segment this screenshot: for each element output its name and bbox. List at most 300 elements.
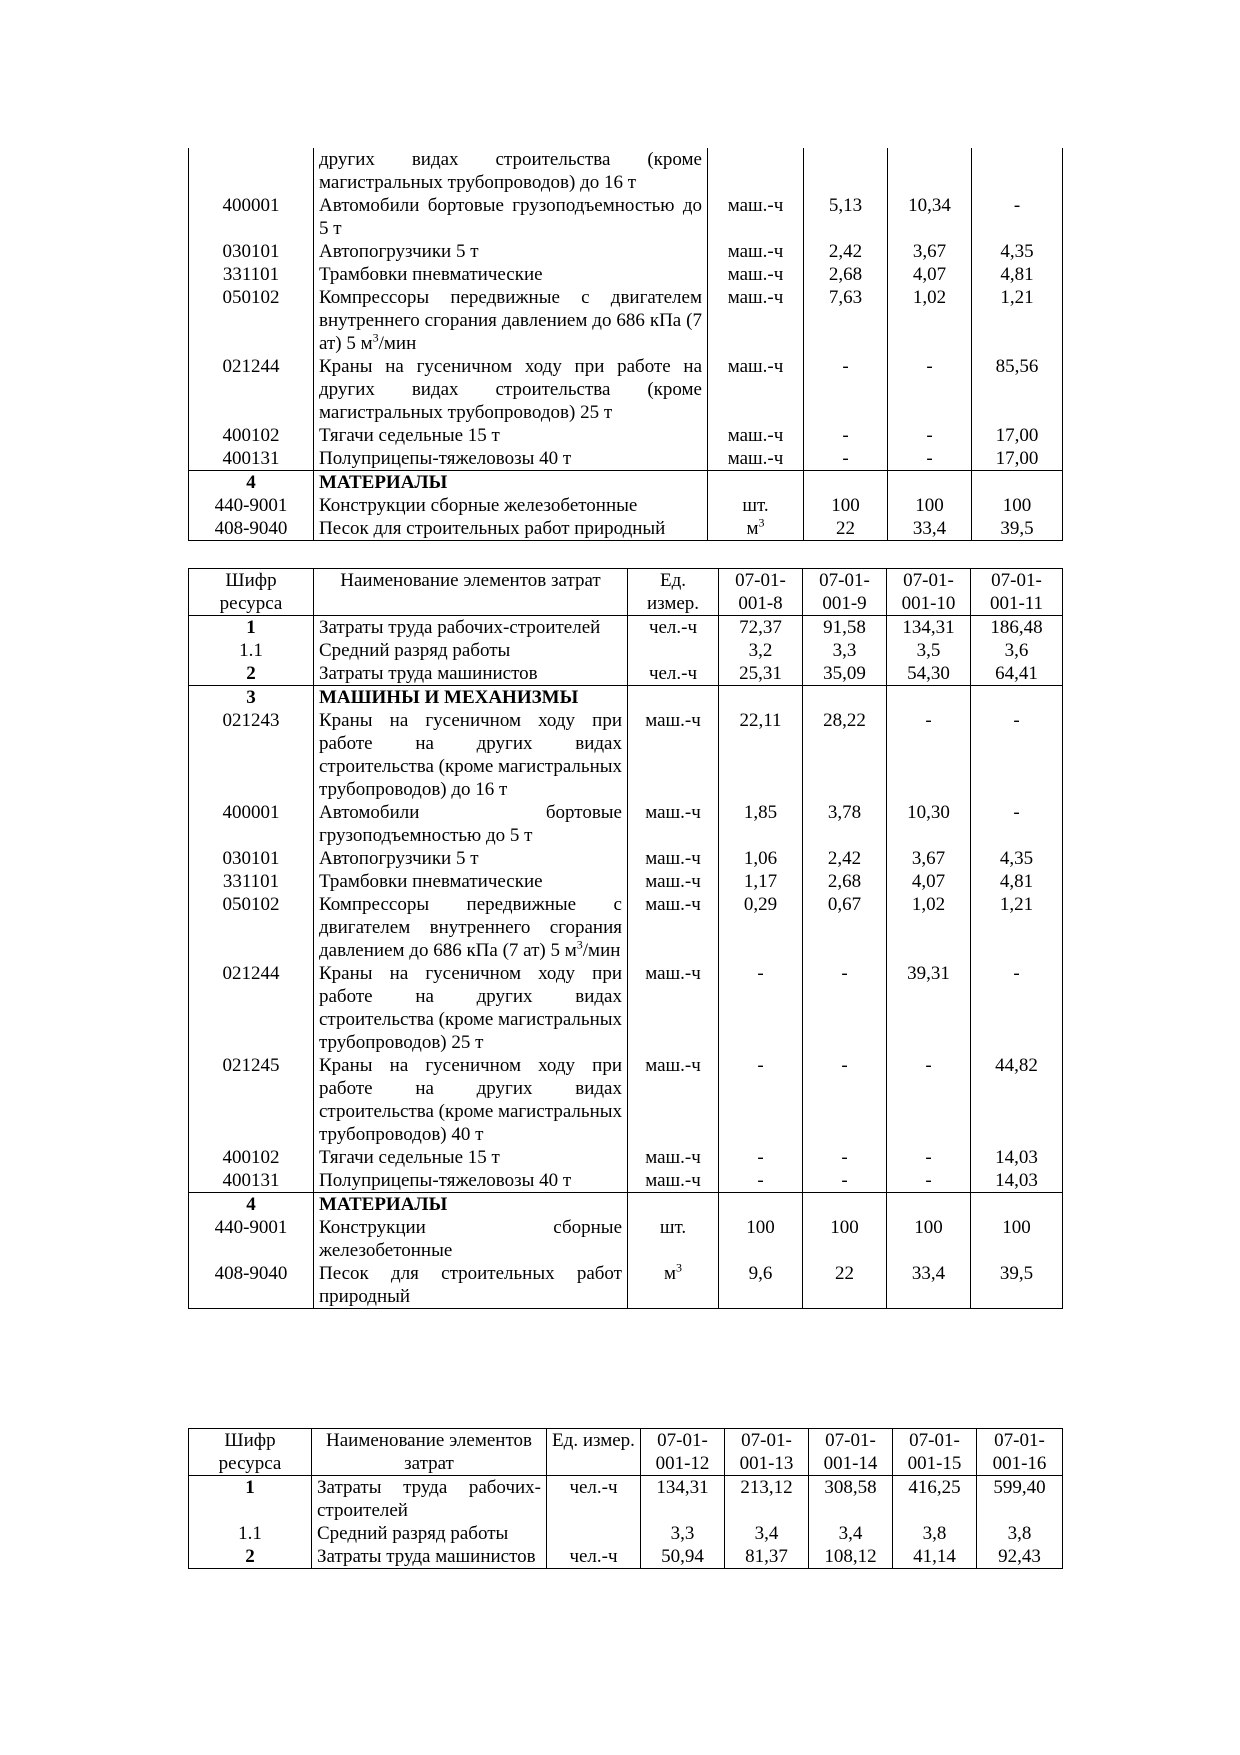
value-cell: - <box>971 709 1063 801</box>
unit <box>708 471 804 495</box>
value-cell: 35,09 <box>803 662 887 686</box>
table-row <box>189 286 1063 355</box>
resource-code: 440-9001 <box>189 494 314 517</box>
value-cell: 4,35 <box>972 240 1063 263</box>
name-text: Краны на гусеничном ходу при работе на других видах строительства (кроме магистральных трубопроводов) 25 т <box>319 356 702 423</box>
unit-text: маш.-ч <box>727 448 784 469</box>
unit-superscript: 3 <box>758 515 765 530</box>
value-cell: 64,41 <box>971 662 1063 686</box>
resource-code: 021244 <box>189 962 314 1054</box>
unit-text: маш.-ч <box>645 802 701 823</box>
table-row <box>189 1545 1063 1569</box>
name-text: Трамбовки пневматические <box>319 264 543 285</box>
unit-text: маш.-ч <box>645 1147 701 1168</box>
value-cell: 39,5 <box>971 1262 1063 1309</box>
cost-element-name <box>314 424 708 447</box>
name-text: Конструкции сборные железобетонные <box>319 1217 622 1261</box>
value-cell: - <box>887 1169 971 1193</box>
header-col: 07-01-001-16 <box>977 1429 1063 1476</box>
cost-element-name <box>314 263 708 286</box>
value-cell: 4,07 <box>887 870 971 893</box>
table-row <box>189 263 1063 286</box>
value-cell: 9,6 <box>719 1262 803 1309</box>
value-cell: 33,4 <box>888 517 972 541</box>
unit <box>708 424 804 447</box>
header-col: 07-01-001-12 <box>641 1429 725 1476</box>
value-cell <box>803 1193 887 1217</box>
name-text: Автопогрузчики 5 т <box>319 848 479 869</box>
value-cell: 1,85 <box>719 801 803 847</box>
unit <box>628 1054 719 1146</box>
table-row <box>189 662 1063 686</box>
name-text: Трамбовки пневматические <box>319 871 543 892</box>
unit-text: маш.-ч <box>727 195 784 216</box>
value-cell: - <box>804 424 888 447</box>
name-text: Автопогрузчики 5 т <box>319 241 479 262</box>
cost-element-name <box>314 847 628 870</box>
value-cell: 7,63 <box>804 286 888 355</box>
name-text: Тягачи седельные 15 т <box>319 425 500 446</box>
unit <box>628 616 719 640</box>
unit <box>708 517 804 541</box>
name-text: Средний разряд работы <box>319 640 511 661</box>
value-cell: 1,21 <box>971 893 1063 962</box>
unit-text: маш.-ч <box>727 356 784 377</box>
unit-text: маш.-ч <box>645 963 701 984</box>
value-cell: 3,3 <box>803 639 887 662</box>
unit-text: шт. <box>659 1217 687 1238</box>
value-cell: 3,78 <box>803 801 887 847</box>
header-row <box>189 1429 1063 1476</box>
resource-code: 1.1 <box>189 639 314 662</box>
value-cell <box>719 686 803 710</box>
value-cell <box>888 471 972 495</box>
value-cell: 91,58 <box>803 616 887 640</box>
value-cell: 4,81 <box>971 870 1063 893</box>
value-cell: 1,02 <box>888 286 972 355</box>
unit <box>547 1522 641 1545</box>
table-row <box>189 355 1063 424</box>
header-col: 07-01-001-10 <box>887 569 971 616</box>
value-cell: 22 <box>803 1262 887 1309</box>
unit-text: маш.-ч <box>645 871 701 892</box>
table-row <box>189 447 1063 471</box>
table-row <box>189 424 1063 447</box>
name-text: Полуприцепы-тяжеловозы 40 т <box>319 1170 572 1191</box>
table-row <box>189 1054 1063 1146</box>
cost-element-name <box>314 1169 628 1193</box>
name-superscript: 3 <box>372 330 379 345</box>
value-cell: 17,00 <box>972 447 1063 471</box>
header-unit: Ед. измер. <box>547 1429 641 1476</box>
value-cell: 100 <box>971 1216 1063 1262</box>
value-cell: 1,17 <box>719 870 803 893</box>
header-code: Шифр ресурса <box>189 569 314 616</box>
value-cell: - <box>803 962 887 1054</box>
table-row <box>189 1522 1063 1545</box>
resource-code: 331101 <box>189 870 314 893</box>
unit <box>708 263 804 286</box>
table-row <box>189 194 1063 240</box>
unit <box>628 639 719 662</box>
value-cell: 3,8 <box>977 1522 1063 1545</box>
cost-element-name <box>314 194 708 240</box>
unit-text: маш.-ч <box>645 1170 701 1191</box>
value-cell: 2,68 <box>803 870 887 893</box>
cost-element-name <box>314 962 628 1054</box>
header-col: 07-01-001-14 <box>809 1429 893 1476</box>
value-cell: - <box>971 801 1063 847</box>
value-cell: 3,5 <box>887 639 971 662</box>
table-row <box>189 1169 1063 1193</box>
name-text: Полуприцепы-тяжеловозы 40 т <box>319 448 572 469</box>
resource-code: 1.1 <box>189 1522 312 1545</box>
unit <box>628 1216 719 1262</box>
value-cell: 3,3 <box>641 1522 725 1545</box>
table-row <box>189 494 1063 517</box>
value-cell: 17,00 <box>972 424 1063 447</box>
value-cell: 10,30 <box>887 801 971 847</box>
unit-text: чел.-ч <box>648 663 698 684</box>
value-cell: 100 <box>804 494 888 517</box>
unit <box>708 194 804 240</box>
resource-code: 030101 <box>189 847 314 870</box>
name-text: Тягачи седельные 15 т <box>319 1147 500 1168</box>
value-cell: 1,06 <box>719 847 803 870</box>
table-row <box>189 148 1063 194</box>
name-text: Автомобили бортовые грузоподъемностью до 5 т <box>319 195 702 239</box>
value-cell: - <box>972 194 1063 240</box>
unit-text: чел.-ч <box>569 1477 618 1498</box>
name-text: МАШИНЫ И МЕХАНИЗМЫ <box>319 687 579 708</box>
value-cell: 14,03 <box>971 1169 1063 1193</box>
value-cell <box>804 471 888 495</box>
cost-element-name <box>314 148 708 194</box>
value-cell: 10,34 <box>888 194 972 240</box>
unit <box>708 286 804 355</box>
table-row <box>189 517 1063 541</box>
value-cell: 4,35 <box>971 847 1063 870</box>
resource-code: 408-9040 <box>189 517 314 541</box>
table-row <box>189 1262 1063 1309</box>
value-cell: 2,42 <box>803 847 887 870</box>
value-cell: 39,5 <box>972 517 1063 541</box>
value-cell <box>971 686 1063 710</box>
name-suffix: /мин <box>582 940 621 961</box>
cost-element-name <box>314 893 628 962</box>
value-cell: 3,4 <box>809 1522 893 1545</box>
name-text: Затраты труда рабочих-строителей <box>319 617 601 638</box>
table-row <box>189 870 1063 893</box>
unit <box>708 148 804 194</box>
value-cell: 1,02 <box>887 893 971 962</box>
cost-element-name <box>314 1193 628 1217</box>
value-cell: 108,12 <box>809 1545 893 1569</box>
value-cell: 50,94 <box>641 1545 725 1569</box>
value-cell: 213,12 <box>725 1476 809 1523</box>
unit-text: маш.-ч <box>727 241 784 262</box>
unit <box>628 662 719 686</box>
unit <box>628 847 719 870</box>
name-text: Компрессоры передвижные с двигателем внутреннего сгорания давлением до 686 кПа (7 ат) 5 м <box>319 894 622 961</box>
unit <box>628 893 719 962</box>
unit-text: чел.-ч <box>648 617 698 638</box>
unit <box>628 1193 719 1217</box>
name-text: Песок для строительных работ природный <box>319 1263 622 1307</box>
value-cell: - <box>971 962 1063 1054</box>
name-superscript: 3 <box>576 937 583 952</box>
value-cell <box>888 148 972 194</box>
resource-code: 400102 <box>189 424 314 447</box>
value-cell: - <box>887 1146 971 1169</box>
cost-element-name <box>312 1476 547 1523</box>
value-cell: 0,29 <box>719 893 803 962</box>
unit-text: маш.-ч <box>645 1055 701 1076</box>
cost-element-name <box>314 870 628 893</box>
value-cell: 0,67 <box>803 893 887 962</box>
cost-element-name <box>314 286 708 355</box>
value-cell: - <box>803 1054 887 1146</box>
value-cell: - <box>888 424 972 447</box>
name-text: Затраты труда рабочих-строителей <box>317 1477 541 1521</box>
value-cell <box>803 686 887 710</box>
unit-text: маш.-ч <box>645 848 701 869</box>
cost-element-name <box>314 662 628 686</box>
table-row <box>189 240 1063 263</box>
resource-code: 1 <box>189 616 314 640</box>
unit-superscript: 3 <box>676 1260 683 1275</box>
header-code: Шифр ресурса <box>189 1429 312 1476</box>
value-cell: 308,58 <box>809 1476 893 1523</box>
unit <box>628 870 719 893</box>
table-row <box>189 1216 1063 1262</box>
value-cell: 3,67 <box>887 847 971 870</box>
header-col: 07-01-001-8 <box>719 569 803 616</box>
value-cell: 3,8 <box>893 1522 977 1545</box>
name-text: Песок для строительных работ природный <box>319 518 666 539</box>
header-row <box>189 569 1063 616</box>
value-cell: 134,31 <box>887 616 971 640</box>
value-cell: 4,81 <box>972 263 1063 286</box>
value-cell: - <box>719 962 803 1054</box>
cost-element-name <box>314 447 708 471</box>
value-cell <box>719 1193 803 1217</box>
value-cell <box>887 1193 971 1217</box>
value-cell: 44,82 <box>971 1054 1063 1146</box>
resource-code: 021245 <box>189 1054 314 1146</box>
resource-code <box>189 148 314 194</box>
value-cell: - <box>719 1054 803 1146</box>
value-cell: 3,67 <box>888 240 972 263</box>
unit <box>708 447 804 471</box>
value-cell: 54,30 <box>887 662 971 686</box>
value-cell: 100 <box>719 1216 803 1262</box>
value-cell: 2,68 <box>804 263 888 286</box>
value-cell: 81,37 <box>725 1545 809 1569</box>
resource-code: 331101 <box>189 263 314 286</box>
unit-text: маш.-ч <box>727 425 784 446</box>
unit <box>628 709 719 801</box>
value-cell: 25,31 <box>719 662 803 686</box>
value-cell: 3,2 <box>719 639 803 662</box>
table-row <box>189 847 1063 870</box>
value-cell: 186,48 <box>971 616 1063 640</box>
cost-element-name <box>314 639 628 662</box>
resource-code: 2 <box>189 1545 312 1569</box>
name-text: Краны на гусеничном ходу при работе на других видах строительства (кроме магистральных трубопроводов) 25 т <box>319 963 622 1053</box>
unit-text: маш.-ч <box>645 894 701 915</box>
value-cell: 599,40 <box>977 1476 1063 1523</box>
resource-code: 400131 <box>189 447 314 471</box>
value-cell: 134,31 <box>641 1476 725 1523</box>
cost-element-name <box>312 1522 547 1545</box>
value-cell: 33,4 <box>887 1262 971 1309</box>
value-cell: 3,6 <box>971 639 1063 662</box>
value-cell: - <box>719 1169 803 1193</box>
value-cell: 72,37 <box>719 616 803 640</box>
value-cell: 14,03 <box>971 1146 1063 1169</box>
table-body <box>189 1476 1063 1569</box>
header-col: 07-01-001-9 <box>803 569 887 616</box>
value-cell: - <box>888 355 972 424</box>
value-cell: 39,31 <box>887 962 971 1054</box>
value-cell: 1,21 <box>972 286 1063 355</box>
value-cell: - <box>719 1146 803 1169</box>
resource-table-07-01-001-12-16 <box>188 1428 1063 1569</box>
cost-element-name <box>314 471 708 495</box>
unit <box>708 240 804 263</box>
resource-code: 1 <box>189 1476 312 1523</box>
unit <box>547 1476 641 1523</box>
table-row <box>189 639 1063 662</box>
value-cell <box>887 686 971 710</box>
value-cell: 100 <box>887 1216 971 1262</box>
header-name: Наименование элементов затрат <box>314 569 628 616</box>
table-row <box>189 1146 1063 1169</box>
unit <box>628 962 719 1054</box>
value-cell: 22,11 <box>719 709 803 801</box>
table-body <box>189 616 1063 1309</box>
table-row <box>189 1476 1063 1523</box>
resource-code: 050102 <box>189 286 314 355</box>
table-row <box>189 709 1063 801</box>
cost-element-name <box>314 494 708 517</box>
name-text: Затраты труда машинистов <box>317 1546 536 1567</box>
unit <box>628 686 719 710</box>
cost-element-name <box>314 517 708 541</box>
value-cell: 100 <box>972 494 1063 517</box>
section-row <box>189 471 1063 495</box>
name-text: Компрессоры передвижные с двигателем внутреннего сгорания давлением до 686 кПа (7 ат) 5 м <box>319 287 702 354</box>
unit <box>547 1545 641 1569</box>
value-cell: - <box>888 447 972 471</box>
resource-code: 400102 <box>189 1146 314 1169</box>
unit-text: маш.-ч <box>727 264 784 285</box>
table-row <box>189 616 1063 640</box>
resource-table-07-01-001-8-11 <box>188 568 1063 1309</box>
value-cell: 41,14 <box>893 1545 977 1569</box>
name-text: Автомобили бортовые грузоподъемностью до 5 т <box>319 802 622 846</box>
table-row <box>189 893 1063 962</box>
header-col: 07-01-001-15 <box>893 1429 977 1476</box>
cost-element-name <box>314 1216 628 1262</box>
value-cell: 5,13 <box>804 194 888 240</box>
name-suffix: /мин <box>378 333 417 354</box>
table-header <box>189 569 1063 616</box>
value-cell: - <box>803 1169 887 1193</box>
resource-code: 400001 <box>189 801 314 847</box>
unit-text: чел.-ч <box>569 1546 618 1567</box>
table-body <box>189 148 1063 541</box>
resource-code: 400131 <box>189 1169 314 1193</box>
resource-code: 400001 <box>189 194 314 240</box>
value-cell: - <box>887 709 971 801</box>
name-text: Краны на гусеничном ходу при работе на других видах строительства (кроме магистральных трубопроводов) до 16 т <box>319 710 622 800</box>
resource-code: 021244 <box>189 355 314 424</box>
resource-code: 2 <box>189 662 314 686</box>
header-unit: Ед. измер. <box>628 569 719 616</box>
name-text: других видах строительства (кроме магистральных трубопроводов) до 16 т <box>319 149 702 193</box>
name-text: МАТЕРИАЛЫ <box>319 472 448 493</box>
value-cell: 3,4 <box>725 1522 809 1545</box>
cost-element-name <box>314 1262 628 1309</box>
value-cell <box>972 471 1063 495</box>
cost-element-name <box>312 1545 547 1569</box>
header-name: Наименование элементов затрат <box>312 1429 547 1476</box>
cost-element-name <box>314 709 628 801</box>
cost-element-name <box>314 686 628 710</box>
section-row <box>189 686 1063 710</box>
cost-element-name <box>314 616 628 640</box>
value-cell <box>971 1193 1063 1217</box>
value-cell: 4,07 <box>888 263 972 286</box>
resource-code: 408-9040 <box>189 1262 314 1309</box>
value-cell: 28,22 <box>803 709 887 801</box>
name-text: Затраты труда машинистов <box>319 663 538 684</box>
value-cell <box>804 148 888 194</box>
name-text: Конструкции сборные железобетонные <box>319 495 638 516</box>
name-text: Средний разряд работы <box>317 1523 509 1544</box>
resource-code: 021243 <box>189 709 314 801</box>
resource-code: 4 <box>189 471 314 495</box>
section-row <box>189 1193 1063 1217</box>
unit <box>628 1169 719 1193</box>
resource-table-continuation <box>188 148 1063 541</box>
cost-element-name <box>314 240 708 263</box>
unit <box>628 801 719 847</box>
value-cell: - <box>887 1054 971 1146</box>
unit-text: маш.-ч <box>645 710 701 731</box>
unit <box>708 494 804 517</box>
unit <box>628 1262 719 1309</box>
unit-text: м <box>746 518 759 539</box>
unit <box>628 1146 719 1169</box>
cost-element-name <box>314 1146 628 1169</box>
unit-text: м <box>663 1263 677 1284</box>
value-cell: 22 <box>804 517 888 541</box>
value-cell: 100 <box>803 1216 887 1262</box>
cost-element-name <box>314 801 628 847</box>
resource-code: 4 <box>189 1193 314 1217</box>
name-text: Краны на гусеничном ходу при работе на других видах строительства (кроме магистральных трубопроводов) 40 т <box>319 1055 622 1145</box>
unit-text: шт. <box>742 495 769 516</box>
value-cell: 2,42 <box>804 240 888 263</box>
header-col: 07-01-001-13 <box>725 1429 809 1476</box>
cost-element-name <box>314 1054 628 1146</box>
value-cell: 92,43 <box>977 1545 1063 1569</box>
table-header <box>189 1429 1063 1476</box>
value-cell: - <box>804 355 888 424</box>
